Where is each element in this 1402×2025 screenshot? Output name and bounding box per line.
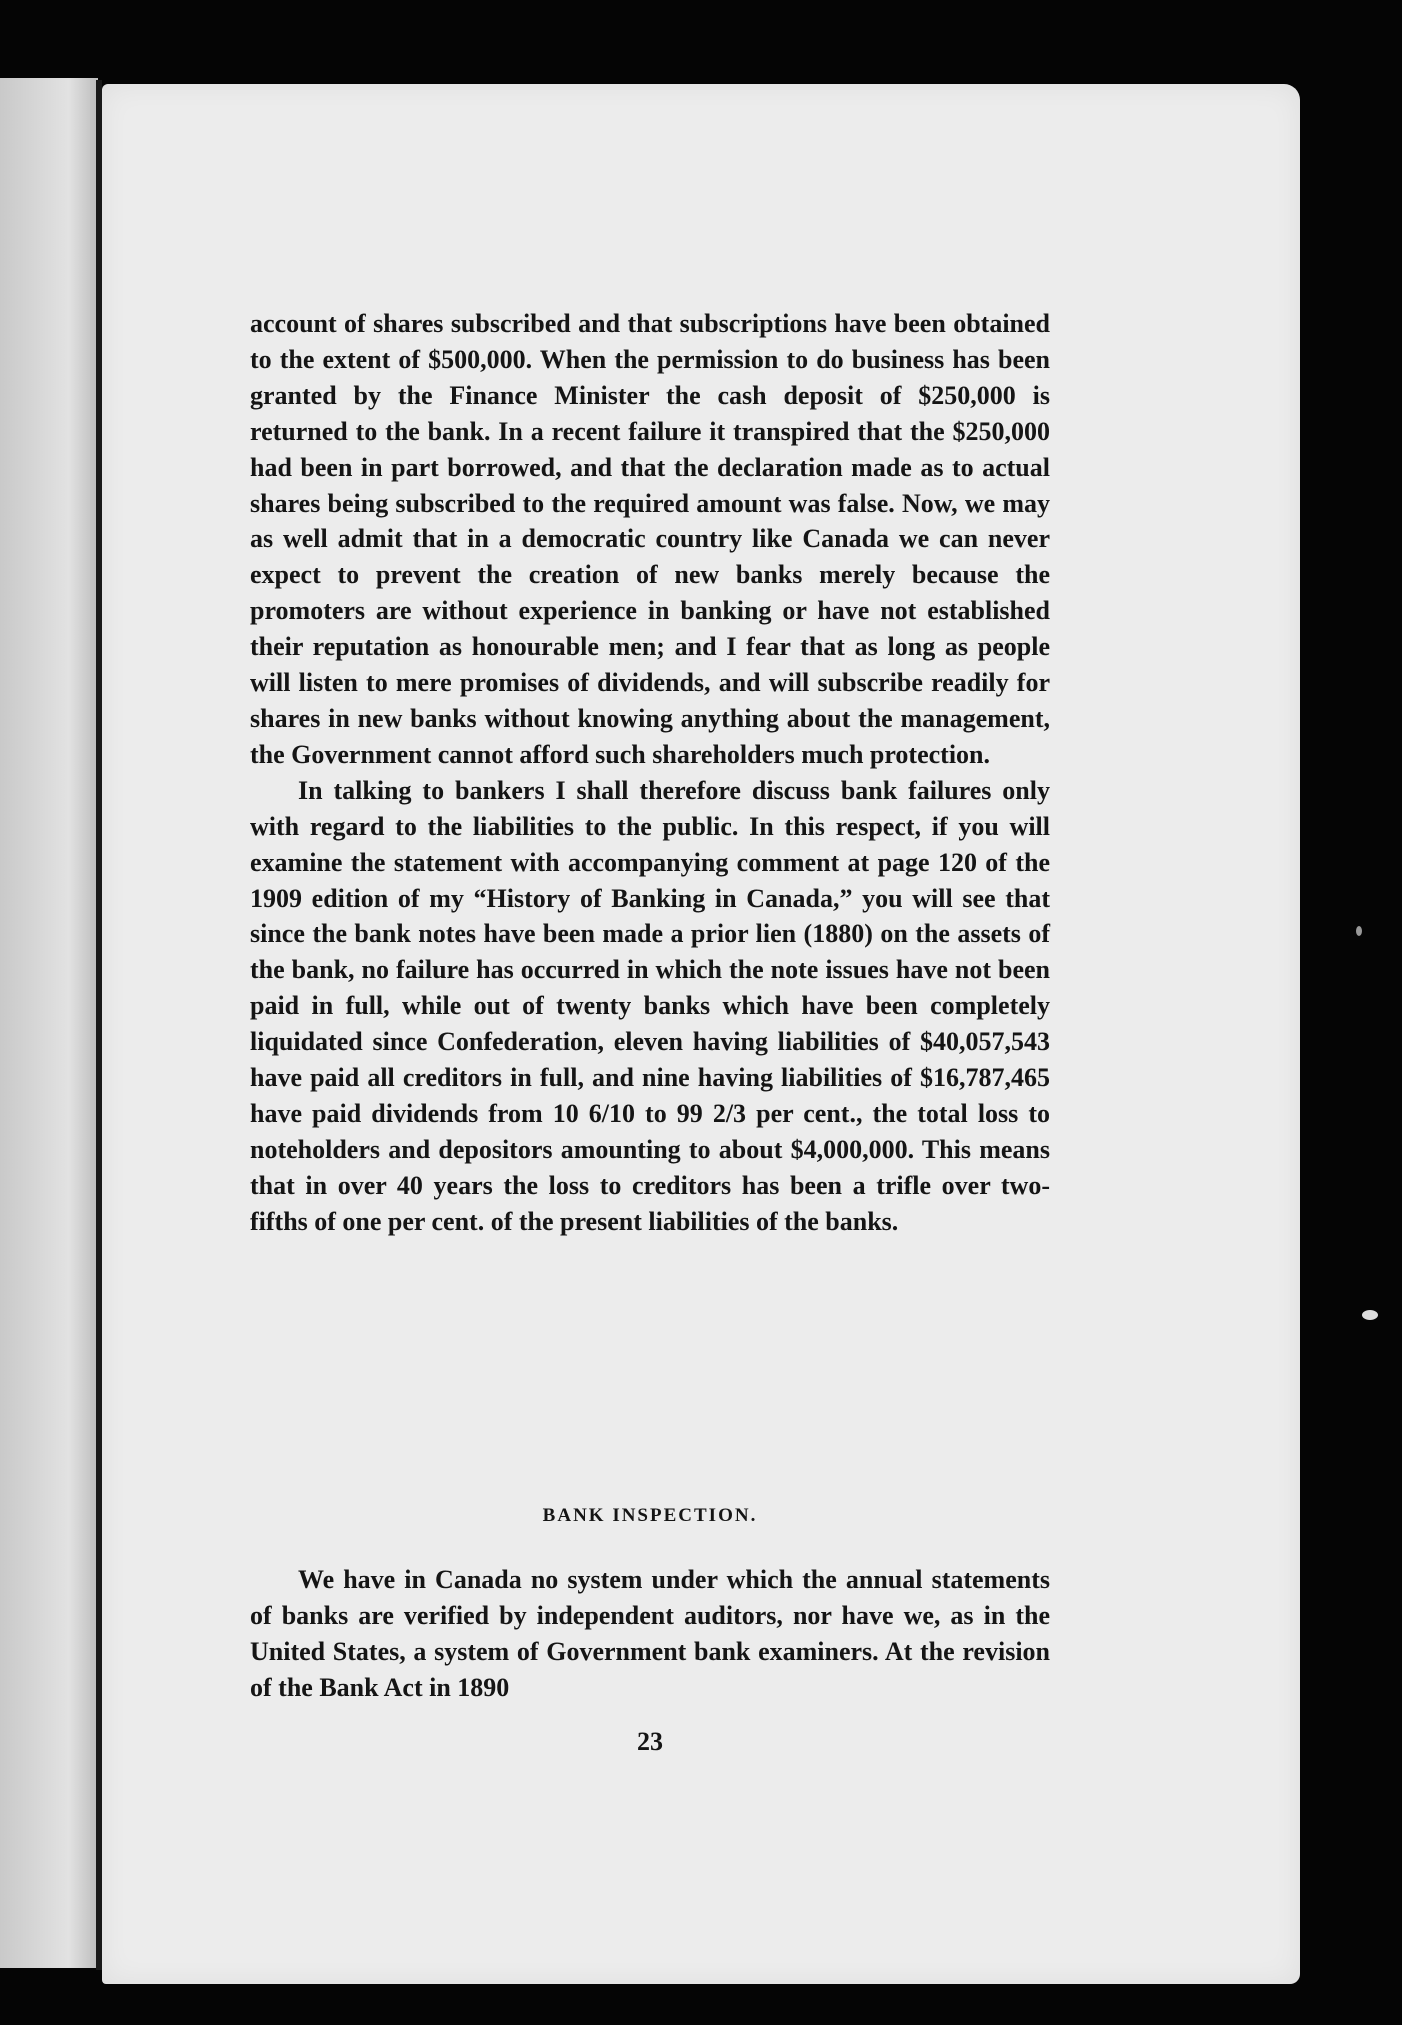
scan-speck-margin (1356, 926, 1362, 936)
section-heading: BANK INSPECTION. (542, 1505, 758, 1526)
body-text-top (250, 306, 1050, 1240)
facing-page-edge (0, 78, 98, 1968)
page-number: 23 (637, 1727, 663, 1756)
paragraph-2: In talking to bankers I shall therefore discuss bank failures only with regard to the liabilities to the public. In this respect, if you will examine the statement with accompanying comment at page 120 of the 1909 edition of my “History of Banking in Canada,” you will see that since the bank notes have been made a prior lien (1880) on the assets of the bank, no failure has occurred in which the note issues have not been paid in full, while out of twenty banks which have been completely liquidated since Confederation, eleven having liabilities of $40,057,543 have paid all creditors in full, and nine having liabilities of $16,787,465 have paid dividends from 10 6/10 to 99 2/3 per cent., the total loss to noteholders and depositors amounting to about $4,000,000. This means that in over 40 years the loss to creditors has been a trifle over two-fifths of one per cent. of the present liabilities of the banks. (250, 775, 1050, 1236)
scan-speck-right (1362, 1310, 1378, 1320)
paragraph-1: account of shares subscribed and that subscriptions have been obtained to the extent of $500,000. When the permission to do business has been granted by the Finance Minister the cash deposit of $250,000 is returned to the bank. In a recent failure it transpired that the $250,000 had been in part borrowed, and that the declaration made as to actual shares being subscribed to the required amount was false. Now, we may as well admit that in a democratic country like Canada we can never expect to prevent the creation of new banks merely because the promoters are without experience in banking or have not established their reputation as honourable men; and I fear that as long as people will listen to mere promises of dividends, and will subscribe readily for shares in new banks without knowing anything about the management, the Government cannot afford such shareholders much protection. (250, 309, 1050, 769)
paragraph-3: We have in Canada no system under which the annual statements of banks are verified by independent auditors, nor have we, as in the United States, a system of Government bank examiners. At the revision of the Bank Act in 1890 (250, 1565, 1050, 1702)
body-text-bottom (250, 1562, 1050, 1706)
